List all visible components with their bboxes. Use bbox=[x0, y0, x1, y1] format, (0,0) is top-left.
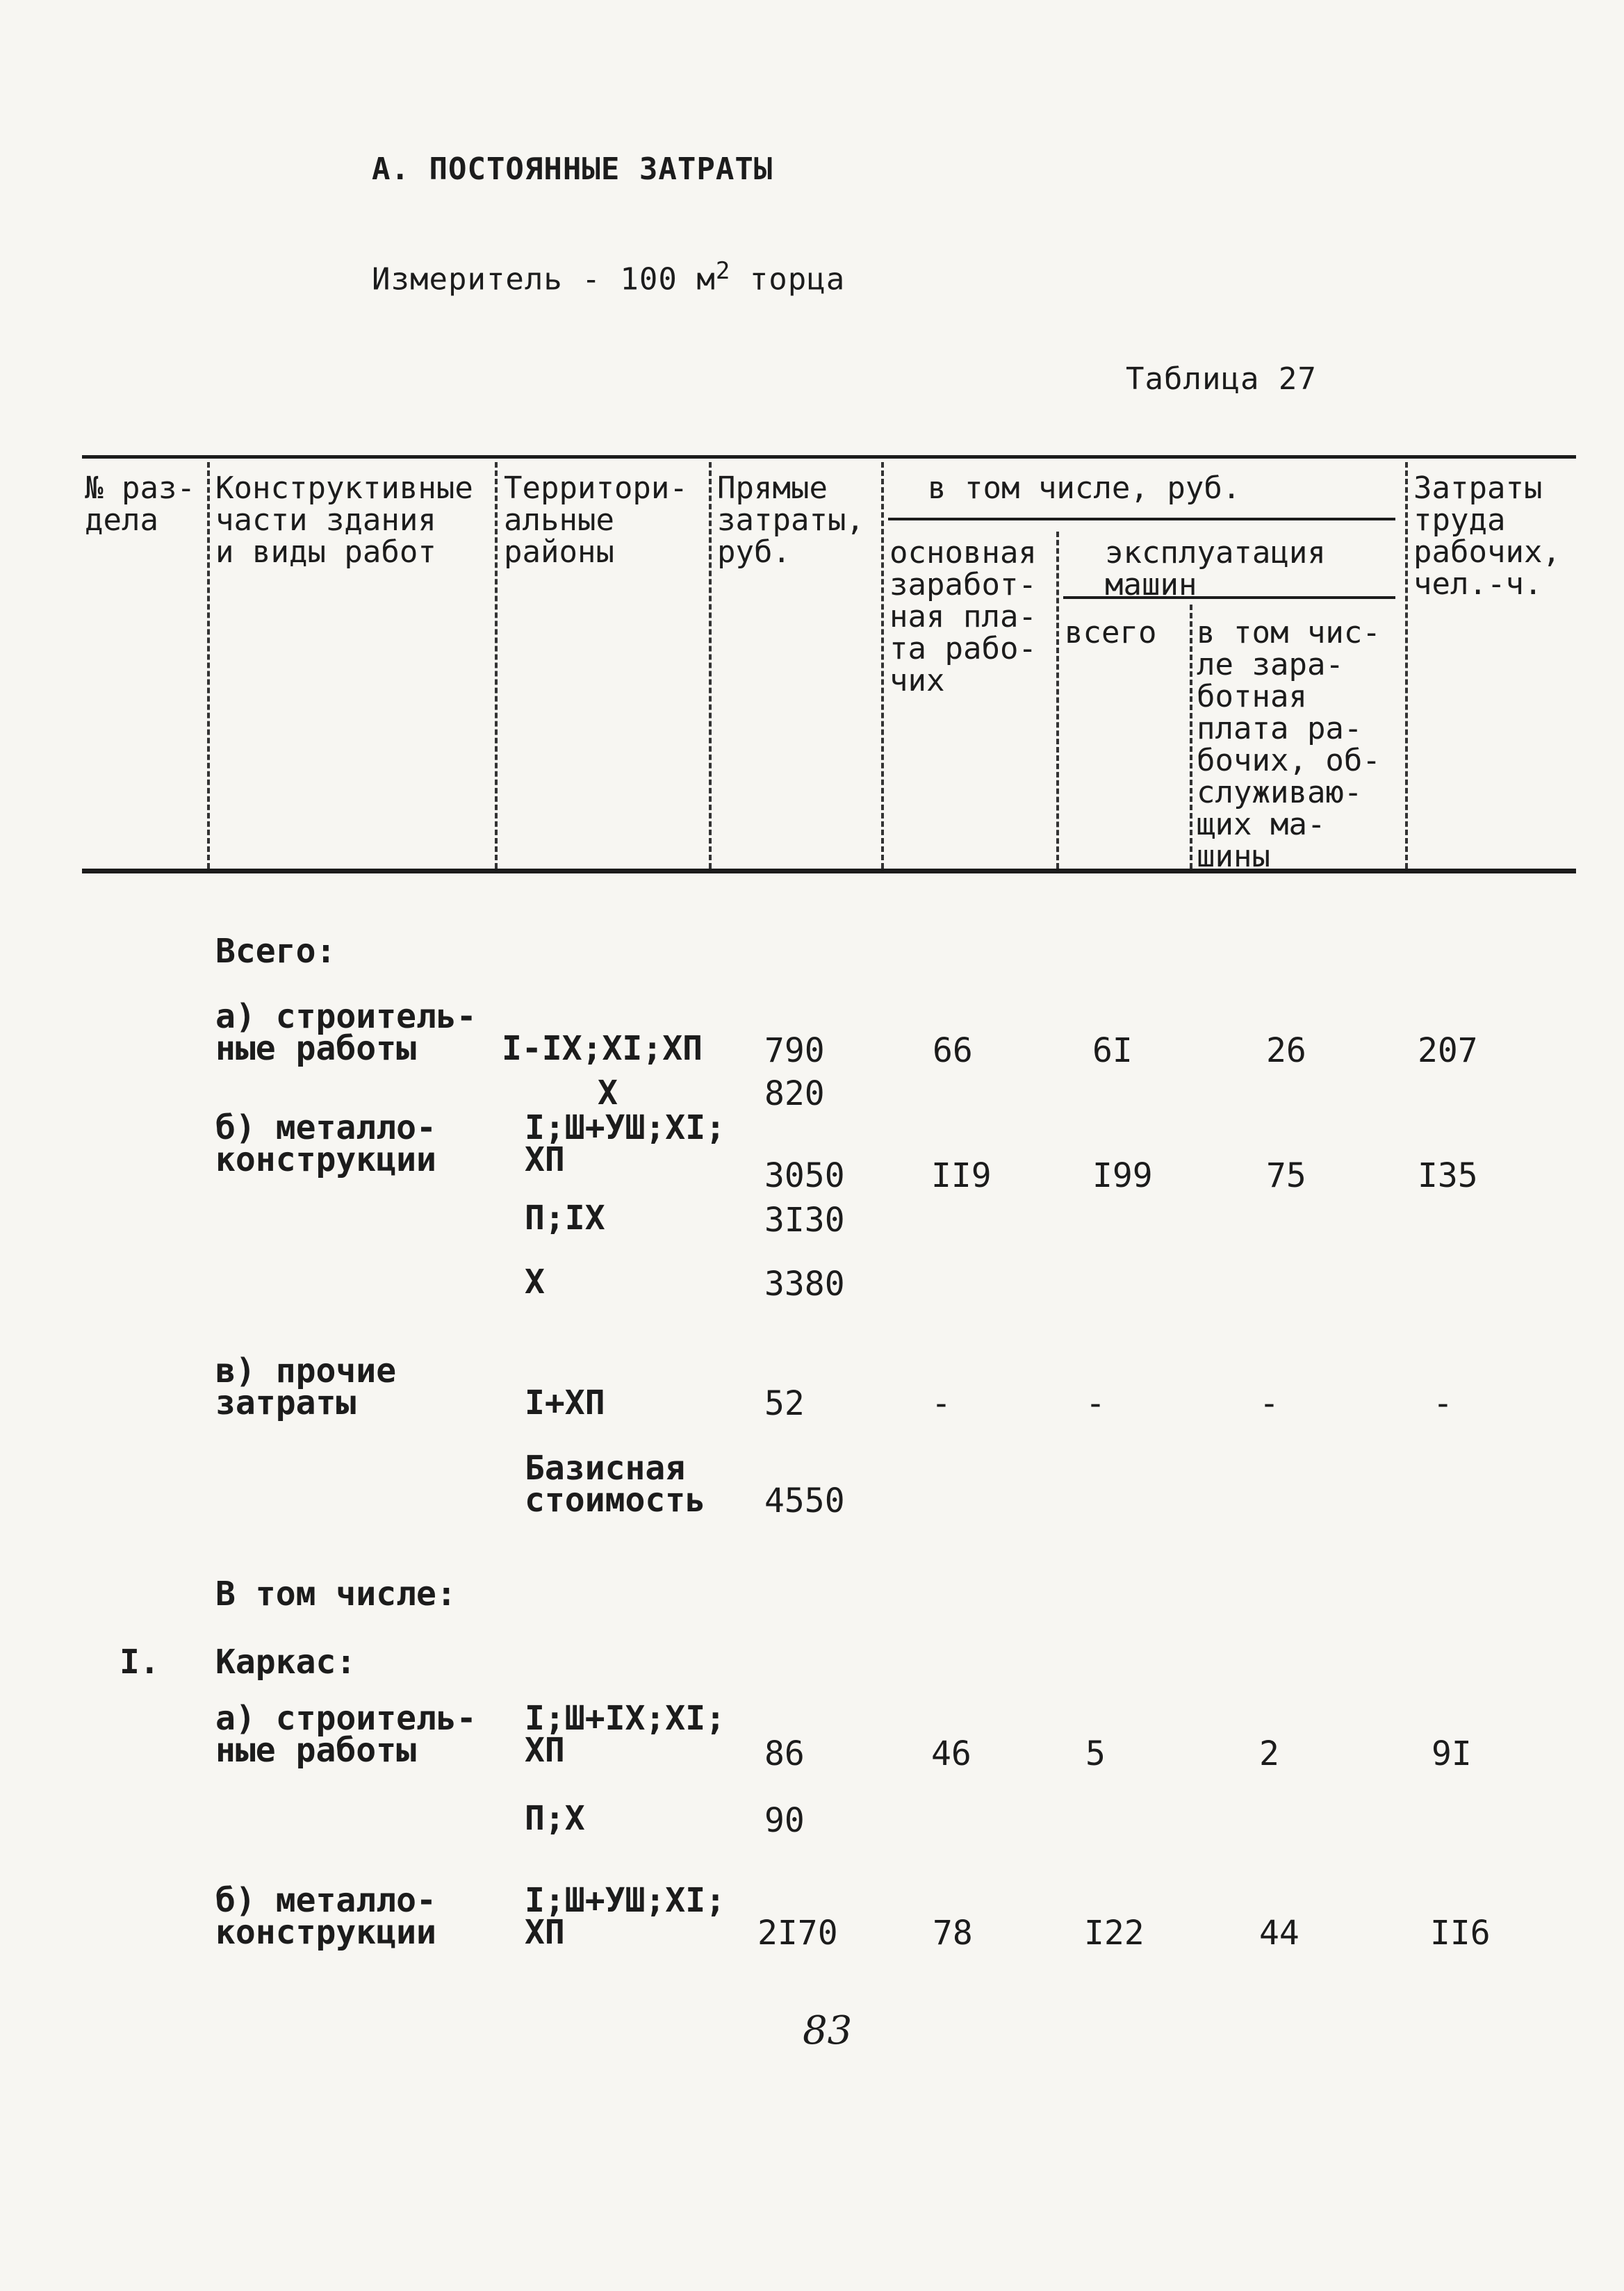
wage-cell: 46 bbox=[931, 1734, 971, 1773]
wage-cell: 66 bbox=[933, 1031, 973, 1070]
wage-cell: - bbox=[931, 1384, 951, 1423]
base-cost-value: 4550 bbox=[764, 1481, 845, 1520]
section-name: Каркас: bbox=[215, 1643, 356, 1682]
labor-cell: II6 bbox=[1430, 1914, 1491, 1953]
col-header-group: в том числе, руб. bbox=[928, 470, 1241, 506]
machine-cell: - bbox=[1085, 1384, 1106, 1423]
direct-cost-cell: 86 bbox=[764, 1734, 805, 1773]
direct-cost-cell: 3050 bbox=[764, 1156, 845, 1195]
row-label: б) металло- конструкции bbox=[215, 1108, 436, 1179]
region-cell: I+XП bbox=[525, 1383, 605, 1422]
col-header-parts: Конструктивные части здания и виды работ bbox=[215, 470, 473, 570]
col-header-wages: основная заработ- ная пла- та рабо- чих bbox=[889, 535, 1037, 698]
col-divider bbox=[1056, 532, 1059, 869]
col-header-machines-total: всего bbox=[1065, 615, 1157, 650]
region-cell: П;X bbox=[525, 1799, 585, 1838]
row-label: а) строитель- ные работы bbox=[215, 997, 477, 1068]
col-header-section-no: № раз- дела bbox=[85, 470, 195, 538]
machine-wage-cell: - bbox=[1259, 1384, 1279, 1423]
col-divider bbox=[495, 462, 498, 869]
direct-cost-cell: 3I30 bbox=[764, 1201, 845, 1240]
col-header-direct-costs: Прямые затраты, руб. bbox=[717, 470, 864, 570]
machine-wage-cell: 75 bbox=[1266, 1156, 1306, 1195]
wage-cell: II9 bbox=[931, 1156, 992, 1195]
row-label: б) металло- конструкции bbox=[215, 1881, 436, 1952]
machine-cell: 6I bbox=[1092, 1031, 1133, 1070]
col-divider bbox=[207, 462, 210, 869]
col-header-regions: Территори- альные районы bbox=[504, 470, 688, 570]
region-cell: I-IX;XI;XП bbox=[502, 1029, 703, 1068]
direct-cost-cell: 90 bbox=[764, 1801, 805, 1840]
col-divider bbox=[709, 462, 712, 869]
labor-cell: 207 bbox=[1418, 1031, 1478, 1070]
col-divider bbox=[1190, 605, 1192, 869]
group-rule bbox=[888, 518, 1395, 520]
region-cell: I;Ш+УШ;XI; XП bbox=[525, 1108, 725, 1179]
section-number: I. bbox=[120, 1643, 160, 1682]
direct-cost-cell: 790 bbox=[764, 1031, 825, 1070]
including-label: В том числе: bbox=[215, 1575, 457, 1613]
direct-cost-cell: 820 bbox=[764, 1074, 825, 1113]
machine-wage-cell: 44 bbox=[1259, 1914, 1299, 1953]
machine-wage-cell: 2 bbox=[1259, 1734, 1279, 1773]
direct-cost-cell: 52 bbox=[764, 1384, 805, 1423]
region-cell: I;Ш+IX;XI; XП bbox=[525, 1699, 725, 1770]
col-divider bbox=[881, 462, 884, 869]
row-label: в) прочие затраты bbox=[215, 1352, 397, 1422]
col-header-machines-wage: в том чис- ле зара- ботная плата ра- бочих, об- служиваю- щих ма- шины bbox=[1197, 615, 1381, 874]
base-cost-label: Базисная стоимость bbox=[525, 1449, 706, 1520]
machine-cell: I99 bbox=[1092, 1156, 1153, 1195]
col-header-labor: Затраты труда рабочих, чел.-ч. bbox=[1413, 470, 1561, 602]
direct-cost-cell: 2I70 bbox=[757, 1914, 838, 1953]
region-cell: П;IX bbox=[525, 1199, 605, 1238]
labor-cell: I35 bbox=[1418, 1156, 1478, 1195]
unit-of-measure: Измеритель - 100 $м^2$ торца bbox=[372, 257, 846, 297]
col-header-machines: эксплуатация машин bbox=[1105, 535, 1326, 602]
page-number: 83 bbox=[803, 2008, 853, 2053]
col-divider bbox=[1405, 462, 1408, 869]
machine-wage-cell: 26 bbox=[1266, 1031, 1306, 1070]
labor-cell: - bbox=[1433, 1384, 1453, 1423]
labor-cell: 9I bbox=[1432, 1734, 1472, 1773]
region-cell: X bbox=[525, 1263, 545, 1301]
machine-cell: I22 bbox=[1084, 1914, 1145, 1953]
wage-cell: 78 bbox=[933, 1914, 973, 1953]
row-label: а) строитель- ные работы bbox=[215, 1699, 477, 1770]
region-cell: X bbox=[598, 1074, 618, 1112]
table-label: Таблица 27 bbox=[1126, 361, 1317, 397]
direct-cost-cell: 3380 bbox=[764, 1265, 845, 1304]
total-label: Всего: bbox=[215, 932, 336, 971]
machine-cell: 5 bbox=[1085, 1734, 1106, 1773]
header-top-rule bbox=[82, 455, 1576, 459]
region-cell: I;Ш+УШ;XI; XП bbox=[525, 1881, 725, 1952]
section-title: А. ПОСТОЯННЫЕ ЗАТРАТЫ bbox=[372, 151, 773, 187]
